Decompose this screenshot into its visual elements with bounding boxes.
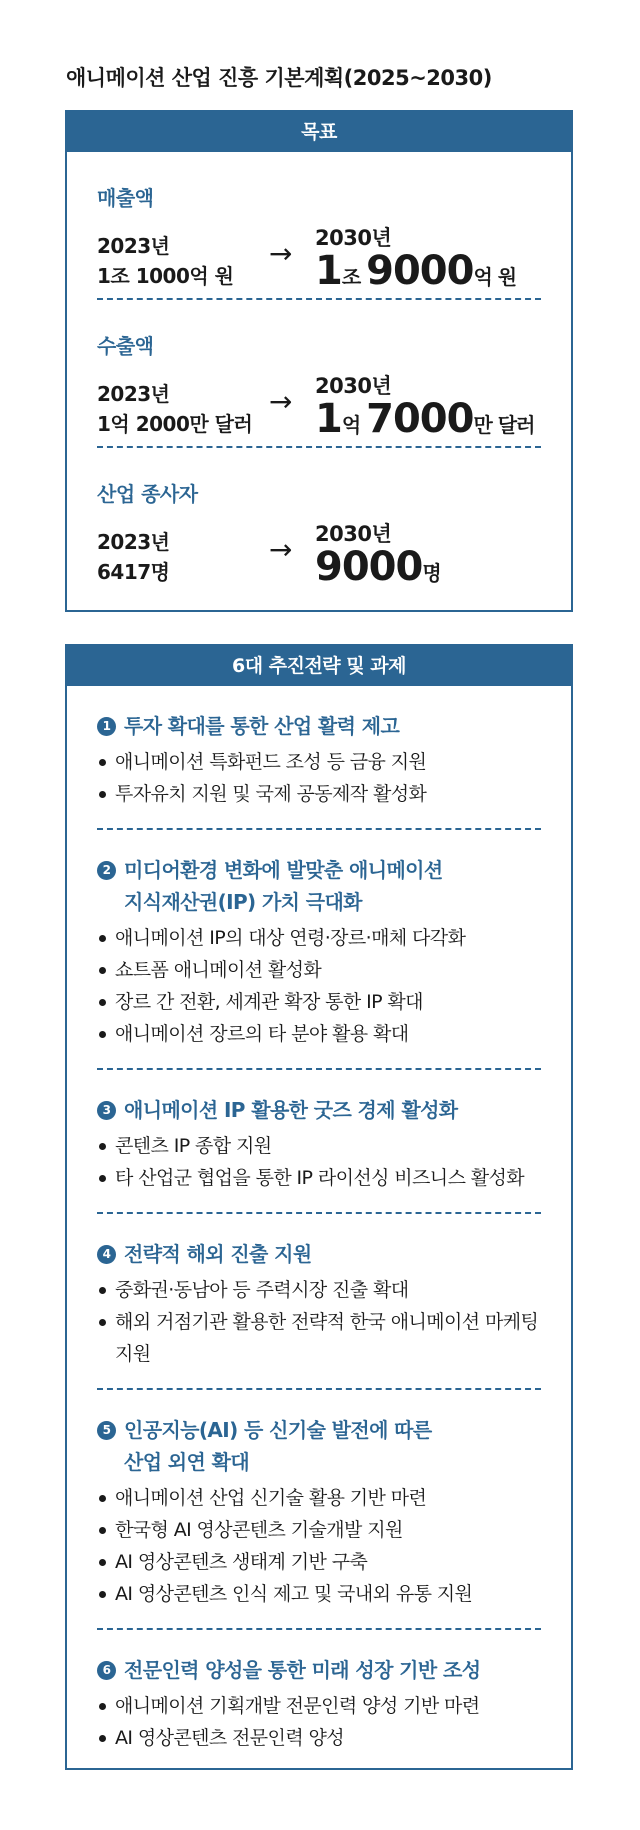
goal-label: 매출액: [97, 186, 154, 210]
goal-item: [97, 446, 541, 594]
bullet-list: [97, 1690, 541, 1754]
goal-from-value: 1억 2000만 달러: [97, 412, 253, 436]
goal-from-value: 6417명: [97, 560, 170, 584]
number-badge: 6: [97, 1661, 116, 1680]
goal-target-part: 명: [422, 561, 441, 585]
bullet-item: 애니메이션 IP의 대상 연령·장르·매체 다각화: [97, 922, 541, 954]
goal-to-year: 2030년: [315, 374, 392, 398]
bullet-item: 해외 거점기관 활용한 전략적 한국 애니메이션 마케팅 지원: [97, 1306, 541, 1370]
strategies-list: [67, 686, 571, 1772]
strategy-title: [97, 1654, 541, 1686]
strategies-box: [65, 644, 573, 1770]
goal-target-part: 1: [315, 396, 342, 442]
strategy-title-text: 미디어환경 변화에 발맞춘 애니메이션 지식재산권(IP) 가치 극대화: [124, 858, 443, 914]
goals-list: [67, 152, 571, 594]
number-badge: 5: [97, 1421, 116, 1440]
strategy-title-text: 전문인력 양성을 통한 미래 성장 기반 조성: [124, 1658, 481, 1682]
bullet-item: AI 영상콘텐츠 인식 제고 및 국내외 유통 지원: [97, 1578, 541, 1610]
strategy-title-text: 인공지능(AI) 등 신기술 발전에 따른 산업 외연 확대: [124, 1418, 432, 1474]
bullet-item: AI 영상콘텐츠 전문인력 양성: [97, 1722, 541, 1754]
strategy-item: [97, 828, 541, 1068]
strategy-item: [97, 1212, 541, 1388]
strategy-title: [97, 1238, 541, 1270]
goal-from-year: 2023년: [97, 234, 170, 258]
bullet-item: 중화권·동남아 등 주력시장 진출 확대: [97, 1274, 541, 1306]
bullet-item: AI 영상콘텐츠 생태계 기반 구축: [97, 1546, 541, 1578]
strategy-title: [97, 710, 541, 742]
goal-target-part: 억: [341, 413, 367, 437]
strategy-item: [97, 1068, 541, 1212]
goal-target-value: [315, 544, 441, 590]
page-title: 애니메이션 산업 진흥 기본계획(2025~2030): [66, 66, 492, 90]
goal-target-part: 1: [315, 248, 342, 294]
goal-target-part: 9000: [366, 248, 474, 294]
goal-target-value: [315, 248, 516, 294]
goal-target-part: 만 달러: [473, 413, 535, 437]
goal-target-part: 억 원: [473, 265, 517, 289]
goal-from-value: 1조 1000억 원: [97, 264, 234, 288]
strategy-title-text: 애니메이션 IP 활용한 굿즈 경제 활성화: [124, 1098, 458, 1122]
bullet-item: 한국형 AI 영상콘텐츠 기술개발 지원: [97, 1514, 541, 1546]
goal-item: [97, 152, 541, 298]
goal-to-year: 2030년: [315, 226, 392, 250]
goal-from-year: 2023년: [97, 530, 170, 554]
goal-to-year: 2030년: [315, 522, 392, 546]
bullet-item: 장르 간 전환, 세계관 확장 통한 IP 확대: [97, 986, 541, 1018]
goal-target-part: 조: [341, 265, 367, 289]
bullet-list: [97, 1274, 541, 1370]
strategy-title-text: 전략적 해외 진출 지원: [124, 1242, 312, 1266]
goal-from-year: 2023년: [97, 382, 170, 406]
bullet-list: [97, 746, 541, 810]
arrow-right-icon: →: [269, 385, 293, 418]
bullet-item: 투자유치 지원 및 국제 공동제작 활성화: [97, 778, 541, 810]
bullet-item: 애니메이션 장르의 타 분야 활용 확대: [97, 1018, 541, 1050]
strategy-item: [97, 1628, 541, 1772]
bullet-list: [97, 1130, 541, 1194]
goal-label: 수출액: [97, 334, 154, 358]
bullet-item: 콘텐츠 IP 종합 지원: [97, 1130, 541, 1162]
strategy-item: [97, 1388, 541, 1628]
number-badge: 3: [97, 1101, 116, 1120]
arrow-right-icon: →: [269, 533, 293, 566]
goal-target-value: [315, 396, 534, 442]
number-badge: 2: [97, 861, 116, 880]
bullet-item: 애니메이션 산업 신기술 활용 기반 마련: [97, 1482, 541, 1514]
strategy-title: [97, 1414, 541, 1478]
bullet-list: [97, 1482, 541, 1610]
strategy-title: [97, 1094, 541, 1126]
goal-target-part: 9000: [315, 544, 423, 590]
strategies-header: 6대 추진전략 및 과제: [67, 646, 571, 686]
number-badge: 4: [97, 1245, 116, 1264]
goal-item: [97, 298, 541, 446]
strategy-title-text: 투자 확대를 통한 산업 활력 제고: [124, 714, 400, 738]
bullet-item: 쇼트폼 애니메이션 활성화: [97, 954, 541, 986]
strategy-item: [97, 686, 541, 828]
goals-box: [65, 110, 573, 612]
arrow-right-icon: →: [269, 237, 293, 270]
bullet-item: 타 산업군 협업을 통한 IP 라이선싱 비즈니스 활성화: [97, 1162, 541, 1194]
number-badge: 1: [97, 717, 116, 736]
goals-header: 목표: [67, 112, 571, 152]
bullet-item: 애니메이션 기획개발 전문인력 양성 기반 마련: [97, 1690, 541, 1722]
strategy-title: [97, 854, 541, 918]
goal-label: 산업 종사자: [97, 482, 198, 506]
bullet-item: 애니메이션 특화펀드 조성 등 금융 지원: [97, 746, 541, 778]
goal-target-part: 7000: [366, 396, 474, 442]
bullet-list: [97, 922, 541, 1050]
